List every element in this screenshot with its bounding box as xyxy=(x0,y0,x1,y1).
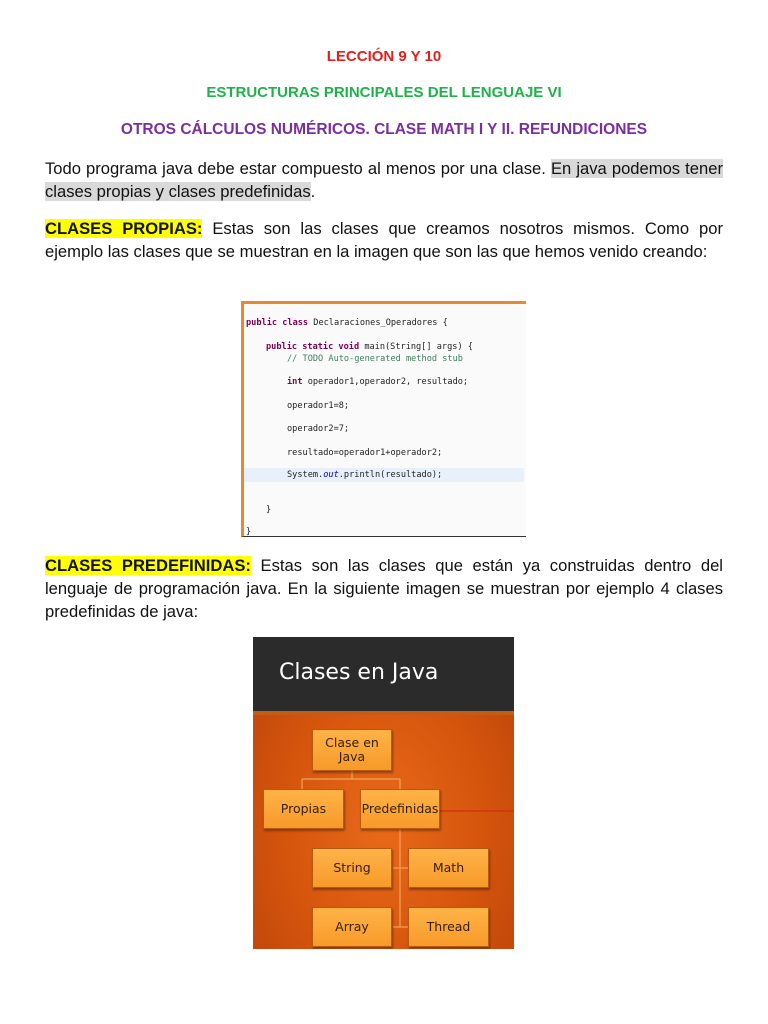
intro-end: . xyxy=(310,182,316,201)
code-line-main: public static void main(String[] args) { xyxy=(266,342,473,352)
predefinidas-text: Estas son las clases que están ya construidas dentro del lenguaje de programación java. En la siguiente imagen se muestran por ejemplo 4 clases predefinidas de java: xyxy=(45,556,723,621)
code-screenshot xyxy=(241,301,526,537)
diagram-title: Clases en Java xyxy=(279,660,439,685)
topic-title: OTROS CÁLCULOS NUMÉRICOS. CLASE MATH I Y II. REFUNDICIONES xyxy=(120,121,648,138)
predefinidas-label: CLASES PREDEFINIDAS: xyxy=(45,556,251,575)
section-subtitle: ESTRUCTURAS PRINCIPALES DEL LENGUAJE VI xyxy=(206,84,562,101)
code-line-close-method: } xyxy=(266,505,272,515)
classes-diagram xyxy=(253,637,514,949)
code-line-op2: operador2=7; xyxy=(287,424,350,434)
propias-paragraph xyxy=(45,217,723,263)
propias-label: CLASES PROPIAS: xyxy=(45,219,203,238)
node-array: Array xyxy=(312,907,392,947)
node-clase-en-java: Clase en Java xyxy=(312,729,392,771)
predefinidas-paragraph xyxy=(45,554,723,623)
intro-paragraph xyxy=(45,157,723,203)
node-thread: Thread xyxy=(408,907,489,947)
node-propias: Propias xyxy=(263,789,344,829)
code-line-close-class: } xyxy=(246,527,252,537)
code-line-result: resultado=operador1+operador2; xyxy=(287,448,443,458)
intro-highlight: En java podemos tener clases propias y clases predefinidas xyxy=(45,159,723,201)
node-string: String xyxy=(312,848,392,888)
code-line-class: public class Declaraciones_Operadores { xyxy=(246,318,448,328)
code-line-println: System.out.println(resultado); xyxy=(287,470,443,480)
intro-text: Todo programa java debe estar compuesto al menos por una clase. xyxy=(45,159,551,178)
code-line-comment: // TODO Auto-generated method stub xyxy=(287,354,463,364)
code-line-op1: operador1=8; xyxy=(287,401,350,411)
code-line-declaration: int operador1,operador2, resultado; xyxy=(287,377,469,387)
propias-text: Estas son las clases que creamos nosotros mismos. Como por ejemplo las clases que se muestran en la imagen que son las que hemos venido creando: xyxy=(45,219,723,261)
lesson-title: LECCIÓN 9 Y 10 xyxy=(326,48,442,65)
node-predefinidas: Predefinidas xyxy=(360,789,440,829)
node-math: Math xyxy=(408,848,489,888)
